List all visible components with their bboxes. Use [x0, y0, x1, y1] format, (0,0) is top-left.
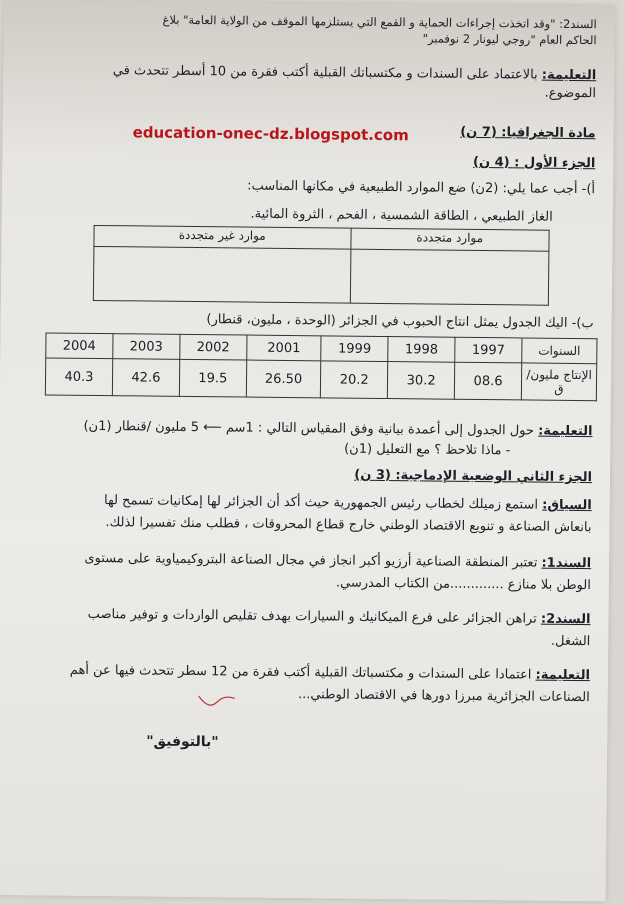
value-cell: 40.3: [45, 358, 112, 396]
value-cell: 26.50: [246, 360, 321, 398]
instruction2-text: حول الجدول إلى أعمدة بيانية وفق المقياس التالي : 1سم ⟵ 5 مليون /قنطار (1ن): [83, 418, 535, 439]
instruction2-line2: - ماذا تلاحظ ؟ مع التعليل (1ن): [344, 441, 511, 459]
instruction3-line2: الصناعات الجزائرية مبرزا دورها في الاقتصاد الوطني...: [297, 687, 590, 706]
grain-table: [45, 332, 598, 401]
document1: [1, 550, 591, 572]
year-cell: 2004: [46, 333, 113, 359]
context-line2: بانعاش الصناعة و تنويع الاقتصاد الوطني خارج قطاع المحروقات ، فطلب منك تفسيرا لذلك.: [105, 515, 592, 536]
row-label-years: السنوات: [522, 338, 597, 364]
instruction1-text: بالاعتماد على السندات و مكتسباتك القبلية أكتب فقرة من 10 أسطر تتحدث في: [112, 63, 538, 83]
value-cell: 19.5: [179, 359, 246, 397]
part1-title: الجزء الأول : (4 ن): [472, 154, 596, 172]
instruction1-label: التعليمة:: [541, 67, 597, 84]
instruction3-label: التعليمة:: [535, 667, 591, 684]
context-text: استمع زميلك لخطاب رئيس الجمهورية حيث أكد أن الجزائر لها إمكانيات تسمح لها: [103, 493, 539, 513]
value-cell: 08.6: [454, 362, 521, 400]
year-cell: 2001: [246, 335, 321, 361]
instruction2-label: التعليمة:: [538, 423, 593, 440]
year-cell: 2002: [180, 334, 247, 360]
closing-good-luck: "بالتوفيق": [146, 733, 219, 751]
year-cell: 1998: [388, 337, 455, 363]
year-cell: 2003: [113, 334, 180, 360]
red-pen-mark: [197, 692, 237, 712]
part2-title: الجزء الثاني الوضعية الإدماجية: (3 ن): [354, 467, 593, 486]
year-cell: 1999: [321, 336, 388, 362]
cell-nonrenewable: [93, 246, 350, 303]
doc1-label: السند1:: [541, 555, 592, 572]
col-nonrenewable: موارد غير متجددة: [94, 225, 351, 249]
instruction3: [0, 662, 590, 684]
instruction1-cont: الموضوع.: [544, 85, 597, 102]
row-label-production: الإنتاج مليون/ ق: [521, 363, 596, 401]
geography-title: مادة الجغرافيا: (7 ن): [460, 124, 596, 142]
value-cell: 42.6: [112, 359, 179, 397]
document2: [0, 606, 590, 628]
question-b: ب)- اليك الجدول يمثل انتاج الحبوب في الجزائر (الوحدة ، مليون، قنطار): [206, 312, 594, 332]
doc2-text: تراهن الجزائر على فرع الميكانيك و السيارات بهدف تقليص الواردات و توفير مناصب: [87, 606, 537, 627]
year-cell: 1997: [455, 337, 522, 363]
value-cell: 20.2: [321, 361, 388, 399]
instruction3-text: اعتمادا على السندات و مكتسباتك القبلية أكتب فقرة من 12 سطر تتحدث فيها عن أهم: [69, 662, 532, 683]
resources-list: الغاز الطبيعي ، الطاقة الشمسية ، الفحم ، الثروة المائية.: [250, 206, 553, 225]
document1-line2: الوطن بلا منازع .............من الكتاب المدرسي.: [335, 575, 591, 594]
source2-line1: السند2: "وقد اتخذت إجراءات الحماية و القمع التي يستلزمها الموقف من الولاية العامة" بلاغ: [162, 12, 597, 32]
grain-values-row: [45, 358, 596, 401]
document2-line2: الشغل.: [550, 633, 591, 650]
context: [2, 492, 592, 514]
question-a: أ)- أجب عما يلي: (2ن) ضع الموارد الطبيعية في مكانها المناسب:: [247, 178, 596, 198]
watermark-url: education-onec-dz.blogspot.com: [132, 123, 409, 145]
value-cell: 30.2: [388, 362, 455, 400]
instruction2: [83, 419, 592, 440]
source2-line2: الحاكم العام "روجي ليونار 2 نوفمبر": [422, 31, 597, 48]
doc2-label: السند2:: [540, 611, 591, 628]
resource-table: [93, 225, 550, 306]
context-label: السياق:: [542, 497, 592, 514]
cell-renewable: [350, 249, 549, 305]
doc1-text: تعتبر المنطقة الصناعية أرزيو أكبر انجاز في مجال الصناعة البتروكيمياوية على مستوى: [84, 550, 538, 571]
col-renewable: موارد متجددة: [350, 228, 549, 251]
